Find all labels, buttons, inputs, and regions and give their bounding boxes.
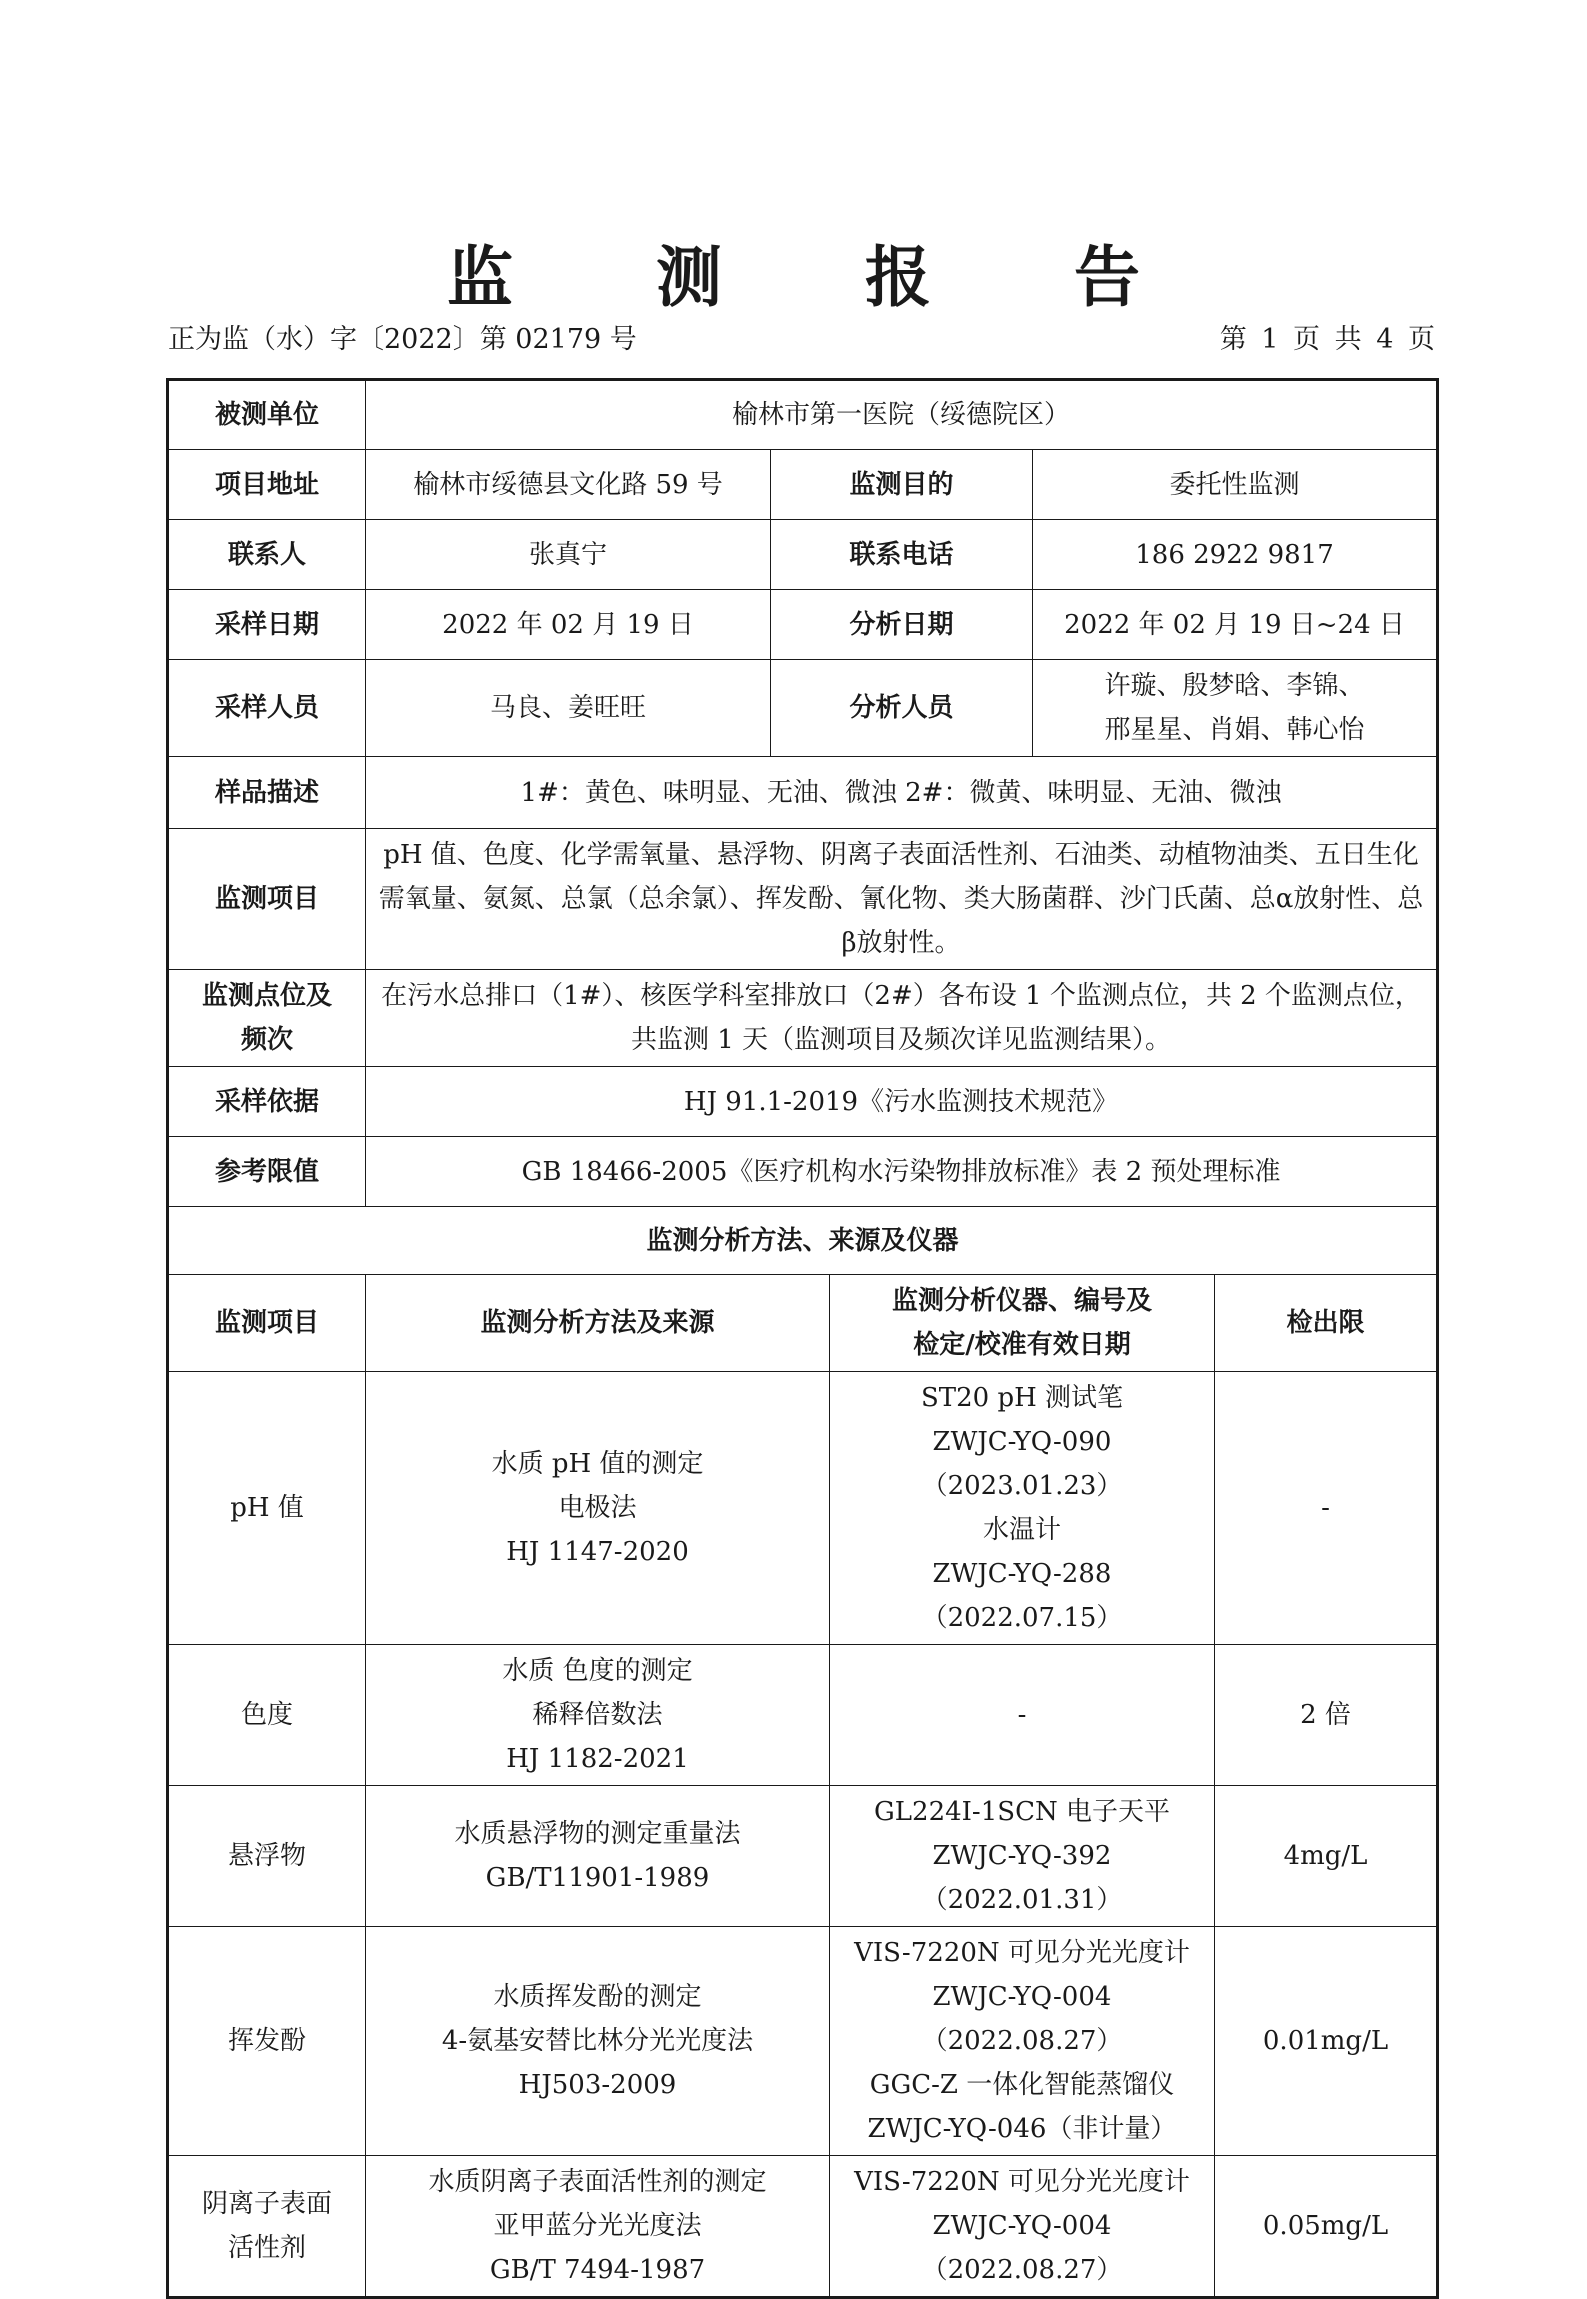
method-method-line: 亚甲蓝分光光度法 (493, 2211, 702, 2241)
row-limit (168, 1137, 1438, 1207)
row-section-title (168, 1207, 1438, 1275)
row-items (168, 829, 1438, 970)
report-table (166, 378, 1439, 2299)
method-method-cell (366, 2156, 830, 2298)
unit-value: 榆林市第一医院（绥德院区） (366, 380, 1438, 450)
purpose-label: 监测目的 (771, 450, 1033, 520)
document-number: 正为监（水）字〔2022〕第 02179 号 (168, 324, 637, 355)
unit-label: 被测单位 (168, 380, 366, 450)
points-label-line: 监测点位及 (201, 981, 332, 1011)
sampling-date-value: 2022 年 02 月 19 日 (366, 590, 771, 660)
method-instrument-line: ZWJC-YQ-004（2022.08.27） (921, 1982, 1123, 2056)
sample-desc-value: 1#：黄色、味明显、无油、微浊 2#：微黄、味明显、无油、微浊 (366, 757, 1438, 829)
method-method-cell (366, 1786, 830, 1927)
page-title: 监 测 报 告 (447, 239, 1200, 316)
contact-value: 张真宁 (366, 520, 771, 590)
method-item-cell (168, 1372, 366, 1645)
analyst-label: 分析人员 (771, 660, 1033, 757)
method-item-line: 悬浮物 (227, 1841, 306, 1871)
method-method-line: 4-氨基安替比林分光光度法 (441, 2026, 754, 2056)
method-rows (168, 1372, 1438, 2298)
method-limit-cell: 4mg/L (1215, 1786, 1438, 1927)
method-row (168, 1645, 1438, 1786)
method-row (168, 1372, 1438, 1645)
method-limit-cell: 2 倍 (1215, 1645, 1438, 1786)
basis-label: 采样依据 (168, 1067, 366, 1137)
method-instrument-cell (830, 2156, 1215, 2298)
phone-label: 联系电话 (771, 520, 1033, 590)
method-method-line: 水质挥发酚的测定 (493, 1982, 702, 2012)
method-instrument-line: VIS-7220N 可见分光光度计 (854, 1938, 1190, 1968)
method-instrument-line: VIS-7220N 可见分光光度计 (854, 2167, 1190, 2197)
section-title: 监测分析方法、来源及仪器 (168, 1207, 1438, 1275)
row-sample-desc (168, 757, 1438, 829)
method-method-line: 稀释倍数法 (532, 1700, 663, 1730)
method-instrument-line: ZWJC-YQ-288（2022.07.15） (921, 1559, 1123, 1633)
points-value: 在污水总排口（1#）、核医学科室排放口（2#）各布设 1 个监测点位，共 2 个监测点位，共监测 1 天（监测项目及频次详见监测结果）。 (366, 970, 1438, 1067)
sampling-date-label: 采样日期 (168, 590, 366, 660)
method-method-cell (366, 1372, 830, 1645)
method-method-cell (366, 1645, 830, 1786)
method-limit-cell: 0.01mg/L (1215, 1927, 1438, 2156)
method-instrument-cell (830, 1372, 1215, 1645)
method-item-line: 活性剂 (227, 2233, 306, 2263)
method-method-line: HJ 1182-2021 (506, 1744, 689, 1774)
method-method-line: 水质悬浮物的测定重量法 (454, 1819, 741, 1849)
method-row (168, 2156, 1438, 2298)
purpose-value: 委托性监测 (1033, 450, 1438, 520)
method-limit-cell: - (1215, 1372, 1438, 1645)
limit-label: 参考限值 (168, 1137, 366, 1207)
method-method-line: 水质 色度的测定 (502, 1656, 693, 1686)
sampler-label: 采样人员 (168, 660, 366, 757)
row-address (168, 450, 1438, 520)
items-value: pH 值、色度、化学需氧量、悬浮物、阴离子表面活性剂、石油类、动植物油类、五日生化需氧量、氨氮、总氯（总余氯）、挥发酚、氰化物、类大肠菌群、沙门氏菌、总α放射性、总β放射性。 (366, 829, 1438, 970)
method-instrument-cell (830, 1786, 1215, 1927)
method-instrument-cell (830, 1927, 1215, 2156)
contact-label: 联系人 (168, 520, 366, 590)
method-instrument-line: 水温计 (982, 1515, 1061, 1545)
sample-desc-label: 样品描述 (168, 757, 366, 829)
address-value: 榆林市绥德县文化路 59 号 (366, 450, 771, 520)
analysis-date-value: 2022 年 02 月 19 日~24 日 (1033, 590, 1438, 660)
method-method-line: HJ 1147-2020 (506, 1537, 689, 1567)
analyst-value (1033, 660, 1438, 757)
analyst-line: 邢星星、肖娟、韩心怡 (1104, 715, 1365, 745)
page-indicator: 第 1 页 共 4 页 (1219, 324, 1435, 355)
method-instrument-line: ST20 pH 测试笔 (920, 1383, 1124, 1413)
method-item-line: 挥发酚 (227, 2026, 306, 2056)
method-item-cell (168, 1927, 366, 2156)
row-personnel (168, 660, 1438, 757)
analysis-date-label: 分析日期 (771, 590, 1033, 660)
method-row (168, 1786, 1438, 1927)
method-method-line: 电极法 (558, 1493, 637, 1523)
method-method-line: 水质 pH 值的测定 (491, 1449, 704, 1479)
header-method: 监测分析方法及来源 (366, 1275, 830, 1372)
method-method-line: 水质阴离子表面活性剂的测定 (428, 2167, 767, 2197)
points-label (168, 970, 366, 1067)
method-method-line: HJ503-2009 (518, 2070, 677, 2100)
header-instrument-line: 检定/校准有效日期 (913, 1330, 1131, 1360)
method-instrument-line: GGC-Z 一体化智能蒸馏仪 (869, 2070, 1175, 2100)
row-unit (168, 380, 1438, 450)
method-item-cell (168, 2156, 366, 2298)
row-basis (168, 1067, 1438, 1137)
method-method-line: GB/T 7494-1987 (489, 2255, 706, 2285)
row-points (168, 970, 1438, 1067)
header-item: 监测项目 (168, 1275, 366, 1372)
method-limit-cell: 0.05mg/L (1215, 2156, 1438, 2298)
method-instrument-cell (830, 1645, 1215, 1786)
method-item-line: 色度 (240, 1700, 293, 1730)
basis-value: HJ 91.1-2019《污水监测技术规范》 (366, 1067, 1438, 1137)
address-label: 项目地址 (168, 450, 366, 520)
header-limit: 检出限 (1215, 1275, 1438, 1372)
row-contact (168, 520, 1438, 590)
method-instrument-line: - (1017, 1700, 1027, 1730)
method-instrument-line: ZWJC-YQ-392（2022.01.31） (921, 1841, 1123, 1915)
sampler-value: 马良、姜旺旺 (366, 660, 771, 757)
items-label: 监测项目 (168, 829, 366, 970)
points-label-line: 频次 (240, 1025, 293, 1055)
method-method-cell (366, 1927, 830, 2156)
header-instrument-line: 监测分析仪器、编号及 (891, 1286, 1152, 1316)
method-item-line: pH 值 (230, 1493, 304, 1523)
method-instrument-line: GL224I-1SCN 电子天平 (874, 1797, 1170, 1827)
method-item-cell (168, 1645, 366, 1786)
method-item-line: 阴离子表面 (201, 2189, 332, 2219)
method-item-cell (168, 1786, 366, 1927)
method-method-line: GB/T11901-1989 (485, 1863, 710, 1893)
limit-value: GB 18466-2005《医疗机构水污染物排放标准》表 2 预处理标准 (366, 1137, 1438, 1207)
method-instrument-line: ZWJC-YQ-090（2023.01.23） (921, 1427, 1123, 1501)
method-instrument-line: ZWJC-YQ-004（2022.08.27） (921, 2211, 1123, 2285)
phone-value: 186 2922 9817 (1033, 520, 1438, 590)
method-instrument-line: ZWJC-YQ-046（非计量） (867, 2114, 1177, 2144)
row-dates (168, 590, 1438, 660)
header-instrument (830, 1275, 1215, 1372)
method-row (168, 1927, 1438, 2156)
analyst-line: 许璇、殷梦晗、李锦、 (1104, 671, 1365, 701)
row-methods-header (168, 1275, 1438, 1372)
